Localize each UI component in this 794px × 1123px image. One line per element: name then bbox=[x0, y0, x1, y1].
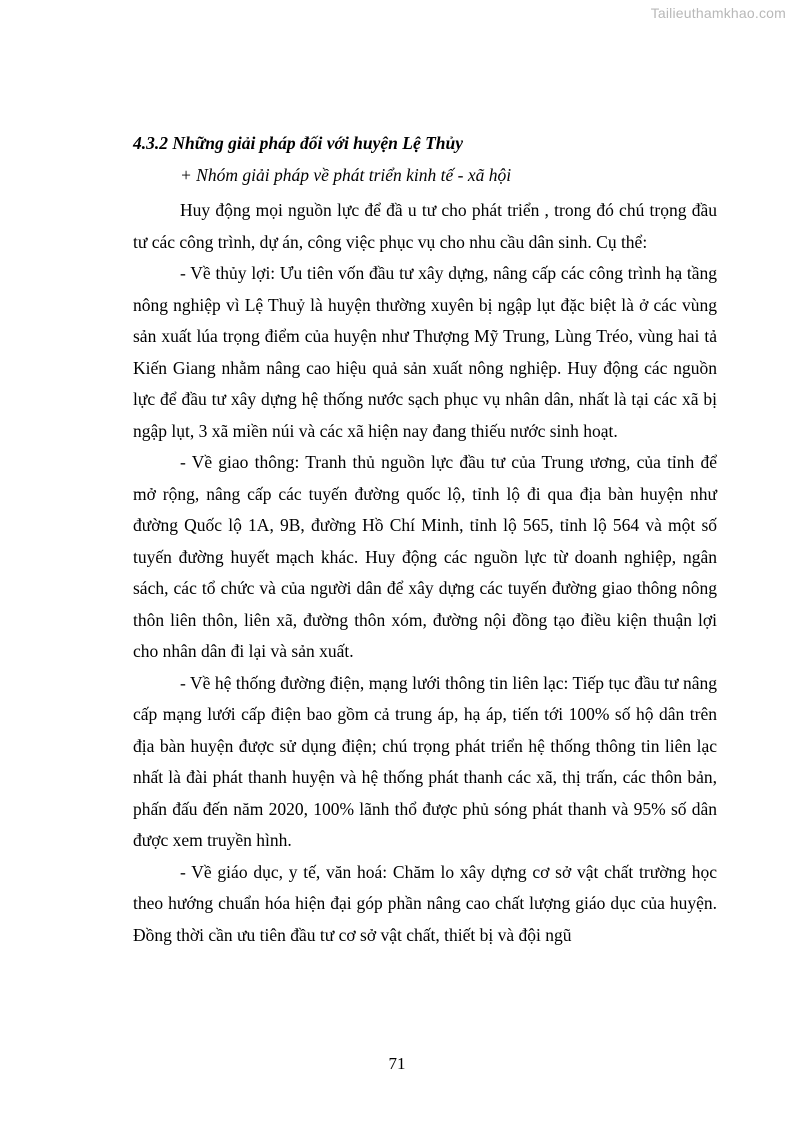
paragraph-intro: Huy động mọi nguồn lực để đầ u tư cho phát triển , trong đó chú trọng đầu tư các công trình, dự án, công việc phục vụ cho nhu cầu dân sinh. Cụ thể: bbox=[133, 200, 717, 252]
paragraph-transport: - Về giao thông: Tranh thủ nguồn lực đầu tư của Trung ương, của tỉnh để mở rộng, nâng cấp các tuyến đường quốc lộ, tỉnh lộ đi qua địa bàn huyện như đường Quốc lộ 1A, 9B, đường Hồ Chí Minh, tỉnh lộ 565, tỉnh lộ 564 và một số tuyến đường huyết mạch khác. Huy động các nguồn lực từ doanh nghiệp, ngân sách, các tổ chức và của người dân để xây dựng các tuyến đường giao thông nông thôn liên thôn, liên xã, đường thôn xóm, đường nội đồng tạo điều kiện thuận lợi cho nhân dân đi lại và sản xuất. bbox=[133, 452, 717, 661]
page-number: 71 bbox=[388, 1054, 406, 1073]
paragraph-irrigation: - Về thủy lợi: Ưu tiên vốn đầu tư xây dựng, nâng cấp các công trình hạ tầng nông nghiệp vì Lệ Thuỷ là huyện thường xuyên bị ngập lụt đặc biệt là ở các vùng sản xuất lúa trọng điểm của huyện như Thượng Mỹ Trung, Lùng Tréo, vùng hai tả Kiến Giang nhằm nâng cao hiệu quả sản xuất nông nghiệp. Huy động các nguồn lực để đầu tư xây dựng hệ thống nước sạch phục vụ nhân dân, nhất là tại các xã bị ngập lụt, 3 xã miền núi và các xã hiện nay đang thiếu nước sinh hoạt. bbox=[133, 263, 717, 441]
paragraph-electricity: - Về hệ thống đường điện, mạng lưới thông tin liên lạc: Tiếp tục đầu tư nâng cấp mạng lưới cấp điện bao gồm cả trung áp, hạ áp, tiến tới 100% số hộ dân trên địa bàn huyện được sử dụng điện; chú trọng phát triển hệ thống thông tin liên lạc nhất là đài phát thanh huyện và hệ thống phát thanh các xã, thị trấn, các thôn bản, phấn đấu đến năm 2020, 100% lãnh thổ được phủ sóng phát thanh và 95% số dân được xem truyền hình. bbox=[133, 672, 717, 850]
section-subheading: + Nhóm giải pháp về phát triển kinh tế - xã hội bbox=[180, 165, 512, 185]
paragraph-education-health: - Về giáo dục, y tế, văn hoá: Chăm lo xây dựng cơ sở vật chất trường học theo hướng chuẩn hóa hiện đại góp phần nâng cao chất lượng giáo dục của huyện. Đồng thời cần ưu tiên đầu tư cơ sở vật chất, thiết bị và đội ngũ bbox=[133, 861, 717, 945]
document-body bbox=[133, 131, 717, 951]
section-heading: 4.3.2 Những giải pháp đối với huyện Lệ Thủy bbox=[133, 133, 464, 153]
watermark: Tailieuthamkhao.com bbox=[650, 5, 786, 21]
